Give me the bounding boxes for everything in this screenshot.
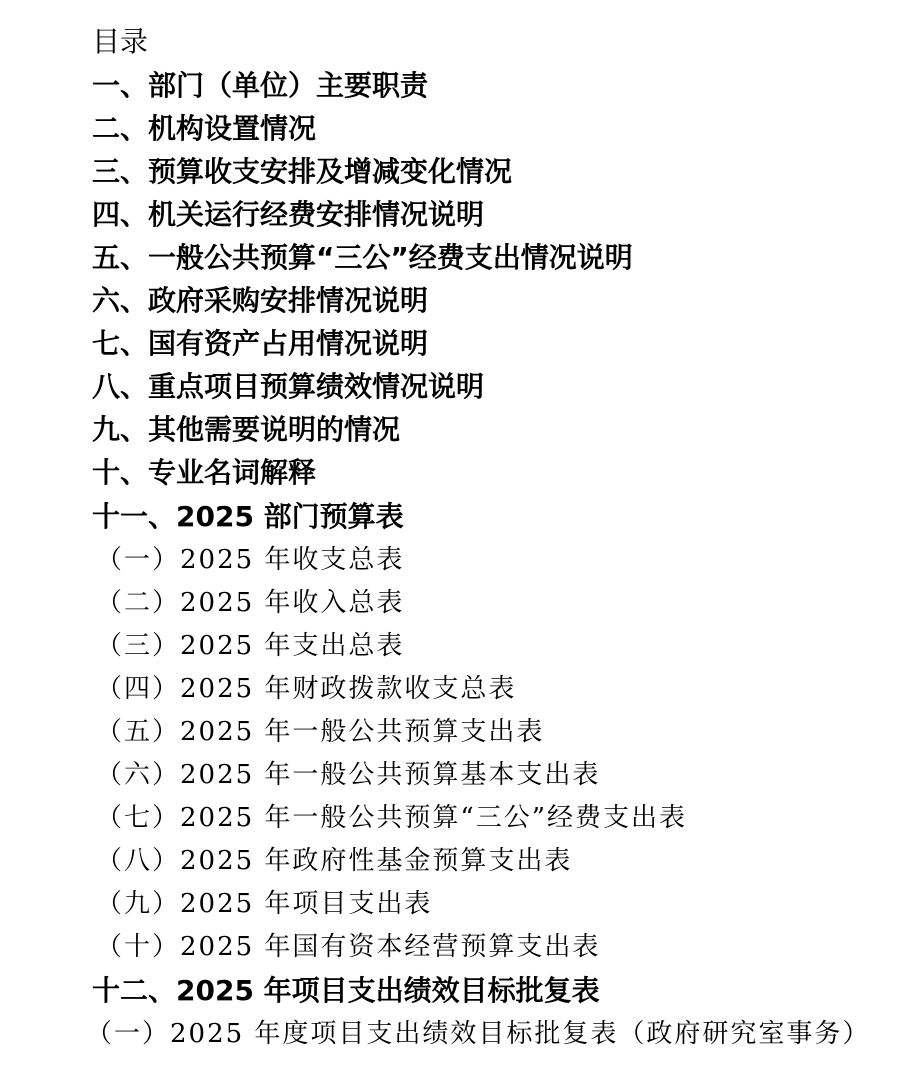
toc-item-5[interactable]: 五、一般公共预算“三公”经费支出情况说明 xyxy=(92,241,633,274)
toc-subitem-4[interactable]: （四）2025 年财政拨款收支总表 xyxy=(96,674,517,704)
toc-item-4[interactable]: 四、机关运行经费安排情况说明 xyxy=(92,198,485,231)
toc-item-11[interactable]: 十一、2025 部门预算表 xyxy=(92,500,404,533)
toc-subitem-1[interactable]: （一）2025 年收支总表 xyxy=(96,545,405,575)
toc-subitem-6[interactable]: （六）2025 年一般公共预算基本支出表 xyxy=(96,760,601,790)
toc-subitem-12-1[interactable]: （一）2025 年度项目支出绩效目标批复表（政府研究室事务） xyxy=(86,1019,871,1049)
toc-subitem-2[interactable]: （二）2025 年收入总表 xyxy=(96,588,405,618)
toc-subitem-10[interactable]: （十）2025 年国有资本经营预算支出表 xyxy=(96,932,601,962)
toc-subitem-8[interactable]: （八）2025 年政府性基金预算支出表 xyxy=(96,846,573,876)
toc-item-2[interactable]: 二、机构设置情况 xyxy=(92,112,317,145)
toc-item-10[interactable]: 十、专业名词解释 xyxy=(92,456,317,489)
toc-item-8[interactable]: 八、重点项目预算绩效情况说明 xyxy=(92,370,485,403)
toc-item-1[interactable]: 一、部门（单位）主要职责 xyxy=(92,69,429,102)
toc-item-9[interactable]: 九、其他需要说明的情况 xyxy=(92,413,401,446)
toc-title: 目录 xyxy=(92,25,149,58)
toc-item-12[interactable]: 十二、2025 年项目支出绩效目标批复表 xyxy=(92,974,600,1007)
toc-subitem-5[interactable]: （五）2025 年一般公共预算支出表 xyxy=(96,717,545,747)
toc-subitem-3[interactable]: （三）2025 年支出总表 xyxy=(96,631,405,661)
toc-item-3[interactable]: 三、预算收支安排及增减变化情况 xyxy=(92,155,513,188)
toc-item-6[interactable]: 六、政府采购安排情况说明 xyxy=(92,284,429,317)
toc-subitem-7[interactable]: （七）2025 年一般公共预算“三公”经费支出表 xyxy=(96,803,688,833)
toc-subitem-9[interactable]: （九）2025 年项目支出表 xyxy=(96,889,433,919)
toc-item-7[interactable]: 七、国有资产占用情况说明 xyxy=(92,327,429,360)
